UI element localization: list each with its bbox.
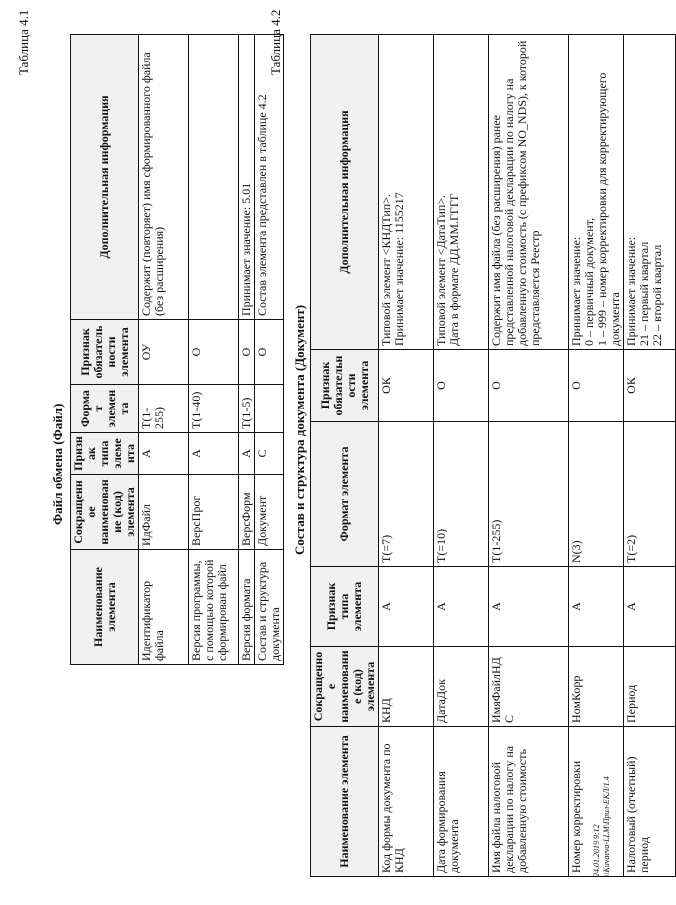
cell-code: НомКорр (569, 647, 624, 727)
table-row (255, 35, 284, 665)
header-type: Признак типа элемента (71, 433, 139, 475)
cell-format: T(1-5) (239, 385, 255, 433)
cell-code: ВерсФорм (239, 475, 255, 550)
table-row (189, 35, 239, 665)
info-line: Типовой элемент <ДатаТип>. (434, 194, 448, 346)
cell-info: Содержит имя файла (без расширения) ранее представленной налоговой декларации по налогу на добавленную стоимость (с префиксом NO_NDS), к которой представляется Реестр (489, 35, 569, 350)
info-line: Принимает значение: (569, 236, 583, 346)
cell-info (434, 35, 489, 350)
cell-format: T(1-255) (139, 385, 189, 433)
cell-info (624, 35, 676, 350)
cell-name: Код формы документа по КНД (379, 727, 434, 877)
header-required: Признак обязательности элемента (71, 320, 139, 385)
cell-type: А (379, 567, 434, 647)
table-file (70, 34, 284, 665)
cell-format: N(3) (569, 422, 624, 567)
info-line: Принимает значение: (624, 236, 638, 346)
cell-type: А (189, 433, 239, 475)
cell-required: О (569, 350, 624, 422)
cell-code: ИдФайл (139, 475, 189, 550)
cell-format: T(1-255) (489, 422, 569, 567)
header-code: Сокращенное наименование (код) элемента (71, 475, 139, 550)
cell-code: Документ (255, 475, 284, 550)
cell-type: А (239, 433, 255, 475)
cell-type: А (569, 567, 624, 647)
cell-format: T(=10) (434, 422, 489, 567)
cell-required: О (239, 320, 255, 385)
cell-name: Состав и структура документа (255, 550, 284, 665)
cell-required: ОК (624, 350, 676, 422)
cell-info (569, 35, 624, 350)
cell-format: T(=7) (379, 422, 434, 567)
cell-format (255, 385, 284, 433)
header-name: Наименование элемента (311, 727, 379, 877)
cell-format: T(=2) (624, 422, 676, 567)
table-row (139, 35, 189, 665)
header-name: Наименование элемента (71, 550, 139, 665)
header-format: Формат элемента (311, 422, 379, 567)
info-line: 1 – 999 – номер корректировки для корректирующего документа (595, 72, 622, 346)
cell-type: А (139, 433, 189, 475)
cell-code: Период (624, 647, 676, 727)
table-row (379, 35, 434, 877)
footer-stamp (592, 776, 612, 877)
table1-header-row (71, 35, 139, 665)
cell-name: Версия формата (239, 550, 255, 665)
table2-header-row (311, 35, 379, 877)
table-document (310, 34, 676, 877)
cell-name: Налоговый (отчетный) период (624, 727, 676, 877)
cell-format: T(1-40) (189, 385, 239, 433)
table-row (434, 35, 489, 877)
cell-type: А (489, 567, 569, 647)
table-row (569, 35, 624, 877)
cell-required: О (255, 320, 284, 385)
header-code: Сокращенное наименование (код) элемента (311, 647, 379, 727)
cell-required: О (189, 320, 239, 385)
table2-caption: Таблица 4.2 (268, 9, 283, 75)
cell-info: Принимает значение: 5.01 (239, 35, 255, 320)
cell-code: ВерсПрог (189, 475, 239, 550)
cell-type: С (255, 433, 284, 475)
cell-type: А (434, 567, 489, 647)
table1-title: Файл обмена (Файл) (50, 403, 65, 525)
info-line: 0 – первичный документ, (582, 217, 596, 346)
cell-code: КНД (379, 647, 434, 727)
table2-title: Состав и структура документа (Документ) (292, 304, 307, 555)
footer-path: \\Kuvaeva-LLM\Прил-ЕКЛ/1.4 (602, 776, 611, 877)
cell-name: Дата формирования документа (434, 727, 489, 877)
info-line: Дата в формате ДД.ММ.ГГГГ (447, 193, 461, 346)
cell-type: А (624, 567, 676, 647)
cell-code: ДатаДок (434, 647, 489, 727)
header-required: Признак обязательности элемента (311, 350, 379, 422)
cell-info (189, 35, 239, 320)
header-format: Формат элемента (71, 385, 139, 433)
cell-info: Состав элемента представлен в таблице 4.2 (255, 35, 284, 320)
cell-code: ИмяФайлНДС (489, 647, 569, 727)
cell-required: О (434, 350, 489, 422)
header-info: Дополнительная информация (311, 35, 379, 350)
info-line: 22 – второй квартал (650, 244, 664, 346)
cell-required: ОУ (139, 320, 189, 385)
cell-required: ОК (379, 350, 434, 422)
cell-name: Имя файла налоговой декларации по налогу на добавленную стоимость (489, 727, 569, 877)
info-line: 21 – первый квартал (637, 241, 651, 346)
table-row (489, 35, 569, 877)
footer-date: 24.01.2019 9:12 (592, 824, 601, 877)
cell-name: Идентификатор файла (139, 550, 189, 665)
header-type: Признак типа элемента (311, 567, 379, 647)
cell-name: Версия программы, с помощью которой сформирован файл (189, 550, 239, 665)
table-row (624, 35, 676, 877)
cell-name: Номер корректировки (569, 727, 624, 877)
table1-caption: Таблица 4.1 (16, 9, 31, 75)
info-line: Принимает значение: 1155217 (392, 192, 406, 346)
cell-info: Содержит (повторяет) имя сформированного файла (без расширения) (139, 35, 189, 320)
info-line: Типовой элемент <КНДТип>. (379, 194, 393, 346)
table-row (239, 35, 255, 665)
cell-info (379, 35, 434, 350)
header-info: Дополнительная информация (71, 35, 139, 320)
cell-required: О (489, 350, 569, 422)
